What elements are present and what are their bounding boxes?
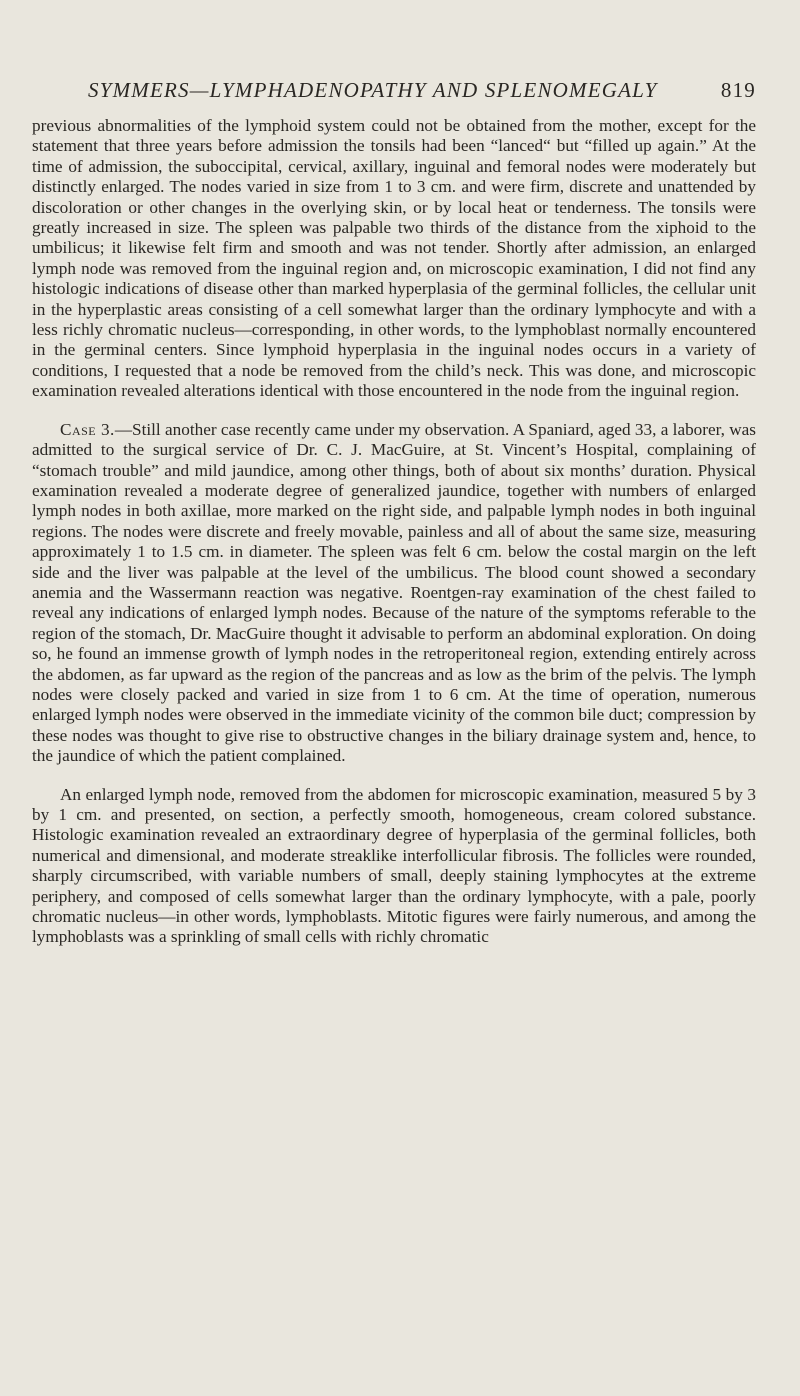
paragraph-case-3 (32, 420, 756, 767)
paragraph-text: previous abnormalities of the lymphoid system could not be obtained from the mother, except for the statement that three years before admission the tonsils had been “lanced“ but “filled up again.” At the time of admission, the suboccipital, cervical, axillary, inguinal and femoral nodes were moderately but distinctly enlarged. The nodes varied in size from 1 to 3 cm. and were firm, discrete and unattended by discoloration or other changes in the overlying skin, or by local heat or tenderness. The tonsils were greatly increased in size. The spleen was palpable two thirds of the distance from the xiphoid to the umbilicus; it likewise felt firm and smooth and was not tender. Shortly after admission, an enlarged lymph node was removed from the inguinal region and, on microscopic examination, I did not find any histologic indications of disease other than marked hyperplasia of the germinal follicles, the cellular unit in the hyperplastic areas consisting of a cell somewhat larger than the ordinary lymphocyte and with a less richly chromatic nucleus—corresponding, in other words, to the lymphoblast normally encountered in the germinal centers. Since lymphoid hyperplasia in the inguinal nodes occurs in a variety of conditions, I requested that a node be removed from the child’s neck. This was done, and microscopic examination revealed alterations identical with those encountered in the node from the inguinal region. (32, 116, 756, 401)
paragraph-text: An enlarged lymph node, removed from the abdomen for microscopic examination, measured 5 by 3 by 1 cm. and presented, on section, a perfectly smooth, homogeneous, cream colored substance. Histologic examination revealed an extraordinary degree of hyperplasia of the germinal follicles, both numerical and dimensional, and moderate streaklike interfollicular fibrosis. The follicles were rounded, sharply circumscribed, with variable numbers of small, deeply staining lymphocytes at the extreme periphery, and composed of cells somewhat larger than the ordinary lymphocyte, with a pale, poorly chromatic nucleus—in other words, lymphoblasts. Mitotic figures were fairly numerous, and among the lymphoblasts was a sprinkling of small cells with richly chromatic (32, 784, 756, 947)
running-head (32, 78, 756, 116)
page-number: 819 (720, 78, 756, 102)
running-title: SYMMERS—LYMPHADENOPATHY AND SPLENOMEGALY (88, 78, 658, 102)
paragraph-text: —Still another case recently came under my observation. A Spaniard, aged 33, a laborer, was admitted to the surgical service of Dr. C. J. MacGuire, at St. Vincent’s Hospital, complaining of “stomach trouble” and mild jaundice, among other things, both of about six months’ duration. Physical examination revealed a moderate degree of generalized jaundice, together with numbers of enlarged lymph nodes in both axillae, more marked on the right side, and palpable lymph nodes in both inguinal regions. The nodes were discrete and freely movable, painless and all of about the same size, measuring approximately 1 to 1.5 cm. in diameter. The spleen was felt 6 cm. below the costal margin on the left side and the liver was palpable at the level of the umbilicus. The blood count showed a secondary anemia and the Wassermann reaction was negative. Roentgen-ray examination of the chest failed to reveal any indications of enlarged lymph nodes. Because of the nature of the symptoms referable to the region of the stomach, Dr. MacGuire thought it advisable to perform an abdominal exploration. On doing so, he found an immense growth of lymph nodes in the retroperitoneal region, extending entirely across the abdomen, as far upward as the region of the pancreas and as low as the brim of the pelvis. The lymph nodes were closely packed and varied in size from 1 to 6 cm. At the time of operation, numerous enlarged lymph nodes were observed in the immediate vicinity of the common bile duct; compression by these nodes was thought to give rise to obstructive changes in the biliary drainage system and, hence, to the jaundice of which the patient complained. (32, 419, 756, 766)
paragraph-continued (32, 116, 756, 402)
case-label: Case 3. (60, 419, 115, 439)
article-body (32, 116, 756, 948)
paragraph-lymph-node-exam (32, 785, 756, 948)
